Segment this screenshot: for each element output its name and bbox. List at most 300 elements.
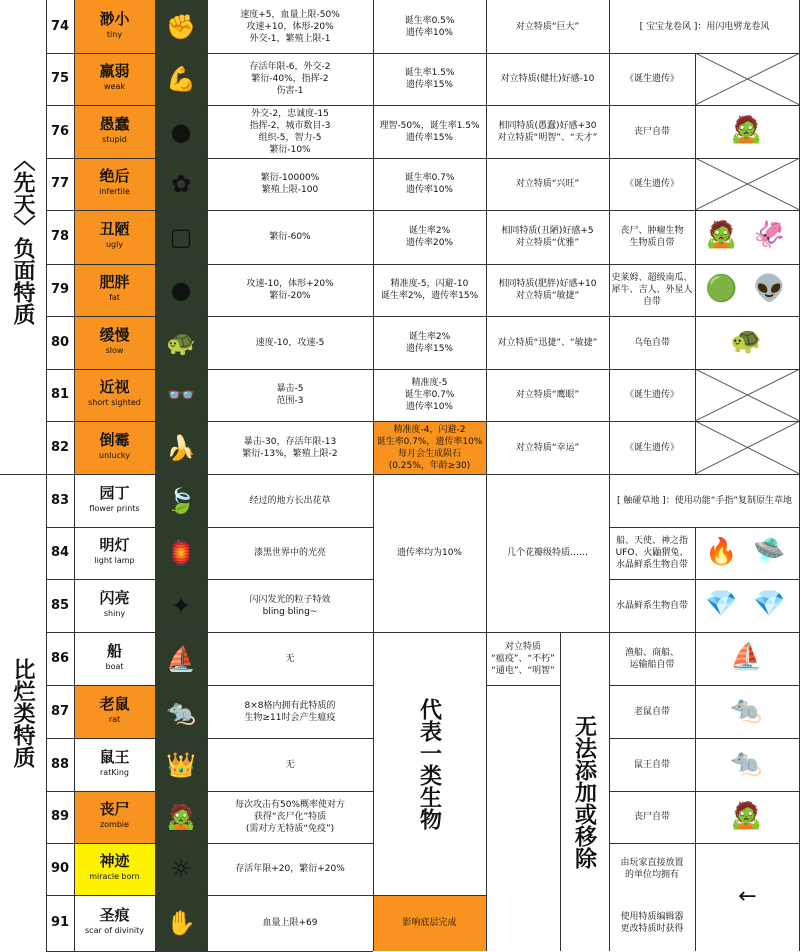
grid-line [373, 369, 800, 370]
grid-line [46, 105, 373, 106]
merged-opposite-text: 几个花瓣级特质…… [506, 548, 588, 558]
trait-source [609, 105, 695, 158]
trait-source-text: 丧尸自带 [633, 812, 670, 822]
trait-source [609, 579, 695, 632]
trait-source [609, 158, 695, 210]
trait-source-text: 水晶鲜系生物自带 [615, 600, 688, 611]
trait-opposite [486, 210, 609, 264]
trait-source-text: [ 宝宝龙卷风 ]：用闪电劈龙卷风 [639, 21, 770, 32]
trait-name-cell [74, 369, 155, 421]
merged-represent-text: 代表一类生物 [416, 697, 443, 830]
trait-number [46, 791, 74, 843]
fist-icon: ✊ [166, 12, 196, 41]
trait-effect-text: 外交-2，忠诚度-15 指挥-2，城市数目-3 组织-5，智力-5 繁衍-10% [249, 108, 331, 155]
grid-line [609, 579, 800, 580]
grid-line [46, 264, 373, 265]
trait-opposite [486, 316, 609, 369]
flower-icon [155, 158, 207, 210]
trait-name-cell [74, 791, 155, 843]
trait-number [46, 264, 74, 316]
trait-number [46, 53, 74, 105]
trait-number-text: 81 [50, 387, 70, 402]
trait-name: 闪亮 [99, 588, 130, 607]
slime-alien-sprite-icon: 👽 [753, 274, 786, 304]
trait-effect [207, 738, 373, 791]
trait-name-cell [74, 895, 155, 951]
trait-name: 老鼠 [99, 694, 130, 713]
trait-sprite [695, 632, 800, 685]
trait-effect [207, 791, 373, 843]
trait-number-text: 75 [50, 71, 70, 86]
trait-number [46, 527, 74, 579]
ratking-sprite-icon: 🐀 [730, 748, 763, 778]
grid-line [609, 738, 800, 739]
trait-number [46, 421, 74, 474]
trait-source [609, 210, 695, 264]
zombie-sprite-icon: 🧟 [730, 801, 763, 831]
trait-opposite [486, 0, 609, 53]
trait-number [46, 685, 74, 738]
trait-english-name: miracle born [89, 872, 140, 881]
trait-source-text: 丧尸、肿瘤生物 生物质自带 [620, 226, 684, 248]
trait-number-text: 74 [50, 18, 70, 34]
trait-source-text: 渔船、商船、 运输船自带 [624, 647, 679, 670]
trait-chance-text: 精准度-5，闪避-10 诞生率2%，遗传率15% [380, 279, 479, 301]
zombie-tumor-sprite-icon: 🧟 [705, 220, 738, 250]
trait-number [46, 738, 74, 791]
trait-source [609, 316, 695, 369]
trait-chance-text: 诞生率0.5% 遗传率10% [404, 15, 455, 38]
trait-chance [373, 264, 486, 316]
trait-source-text: 史莱姆、超级南瓜、 犀牛、吉人、外星人 自带 [611, 273, 693, 307]
trait-sprite [695, 421, 800, 474]
trait-name-cell [74, 579, 155, 632]
trait-name-cell [74, 264, 155, 316]
rat-sprite-icon: 🐀 [730, 695, 763, 725]
trait-name: 园丁 [99, 483, 130, 502]
grid-line [373, 105, 800, 106]
trait-effect-text: 每次攻击有50%概率使对方 获得“丧尸化”特质 (需对方无特质“免疫”) [234, 800, 345, 834]
trait-opposite [486, 264, 609, 316]
trait-english-name: boat [105, 661, 124, 671]
trait-source-text: 由玩家直接放置 的单位均拥有 [620, 858, 684, 880]
sparkle-icon: ✦ [170, 591, 192, 620]
trait-source-text: 丧尸自带 [633, 126, 670, 137]
trait-chance-text: 诞生率2% 遗传率20% [405, 226, 453, 248]
trait-english-name: ugly [105, 240, 124, 249]
grid-line [373, 895, 486, 896]
group-label-bad-text: 比烂类特质 [10, 657, 36, 768]
flower-icon: ✿ [170, 170, 192, 198]
turtle-icon: 🐢 [166, 328, 196, 357]
zombie-tumor-sprite-icon: 🦑 [753, 220, 786, 250]
fire-ufo-sprite-icon: 🛸 [753, 537, 786, 567]
merged-opposite [486, 474, 609, 632]
trait-effect-text: 繁衍-10000% 繁殖上限-100 [260, 173, 320, 195]
grid-line [207, 0, 208, 951]
grid-line [560, 632, 561, 951]
trait-source [609, 369, 695, 421]
trait-chance-text: 诞生率2% 遗传率15% [405, 331, 453, 354]
trait-name-cell [74, 632, 155, 685]
trait-chance [373, 316, 486, 369]
trait-name-cell [74, 527, 155, 579]
grid-line [46, 685, 373, 686]
trait-effect [207, 685, 373, 738]
trait-effect [207, 895, 373, 951]
trait-source-text: 乌龟自带 [633, 337, 670, 348]
trait-name-cell [74, 738, 155, 791]
grid-line [609, 685, 800, 686]
grid-line [373, 316, 800, 317]
trait-name-cell [74, 421, 155, 474]
fist-icon [155, 0, 207, 53]
trait-source-text: 《诞生遗传》 [624, 390, 679, 400]
trait-chance [373, 105, 486, 158]
merged-cannot-modify-text: 无法添加或移除 [571, 714, 598, 869]
trait-number-text: 77 [50, 176, 70, 191]
grid-line [46, 632, 373, 633]
boat-icon [155, 632, 207, 685]
rat-icon [155, 685, 207, 738]
grid-line [46, 474, 373, 475]
trait-opposite-text: 相同特质(丑陋)好感+5 对立特质“优雅” [501, 226, 594, 248]
trait-english-name: unlucky [99, 450, 130, 460]
arrow-left-icon: ← [738, 884, 757, 909]
trait-effect-text: 速度-10，攻速-5 [255, 337, 325, 348]
grid-line [609, 791, 800, 792]
trait-english-name: light lamp [94, 556, 135, 565]
trait-english-name: slow [105, 345, 124, 355]
trait-english-name: rat [108, 714, 121, 724]
trait-source [609, 527, 695, 579]
trait-chance-text: 精准度-5 诞生率0.7% 遗传率10% [404, 378, 455, 412]
trait-effect [207, 210, 373, 264]
trait-number-text: 91 [50, 915, 70, 930]
trait-source [609, 0, 800, 53]
grid-line [373, 53, 800, 54]
trait-english-name: stupid [102, 134, 127, 144]
trait-name: 鼠王 [99, 747, 130, 766]
slime-alien-sprite-icon: 🟢 [705, 274, 738, 304]
trait-english-name: scar of divinity [85, 926, 144, 935]
merged-chance [373, 474, 486, 632]
mirror-icon: ▢ [169, 223, 193, 251]
grid-line [373, 158, 800, 159]
group-label-innate-text: ︿先天﹀负面特质 [10, 149, 36, 325]
fire-ufo-sprite-icon: 🔥 [705, 537, 738, 567]
trait-source [609, 53, 695, 105]
glasses-icon [155, 369, 207, 421]
trait-effect-text: 无 [285, 653, 295, 664]
trait-number-text: 79 [50, 282, 70, 297]
hand-icon: ✋ [166, 909, 196, 937]
trait-effect [207, 527, 373, 579]
lamp-icon: 🏮 [166, 539, 196, 567]
trait-opposite-text: 对立特质(健壮)好感-10 [500, 74, 595, 84]
trait-sprite [695, 316, 800, 369]
grid-line [46, 53, 373, 54]
trait-number [46, 843, 74, 895]
lamp-icon [155, 527, 207, 579]
grid-line [46, 738, 373, 739]
grid-line [609, 632, 800, 633]
trait-chance-text: 诞生率1.5% 遗传率15% [404, 68, 455, 90]
merged-scar-chance-text: 影响底层完成 [402, 918, 457, 928]
trait-number-text: 90 [50, 861, 70, 876]
grid-line [609, 527, 800, 528]
trait-effect [207, 369, 373, 421]
blob-icon: ● [170, 276, 192, 304]
trait-effect-text: 无 [285, 759, 295, 770]
orb-icon [155, 105, 207, 158]
trait-source-text: 《诞生遗传》 [624, 179, 679, 189]
zombie-icon [155, 791, 207, 843]
trait-source [609, 421, 695, 474]
trait-name: 圣痕 [99, 906, 130, 924]
trait-name-cell [74, 105, 155, 158]
leaf-icon: 🍃 [166, 486, 196, 515]
trait-source [609, 738, 695, 791]
trait-source-text: [ 触碰草地 ]：使用功能“手指”复制原生草地 [616, 495, 793, 506]
trait-name: 倒霉 [99, 430, 130, 449]
arm-icon [155, 53, 207, 105]
trait-chance-text: 诞生率0.7% 遗传率10% [404, 173, 455, 195]
trait-english-name: fat [109, 293, 120, 302]
trait-name-cell [74, 843, 155, 895]
banana-icon: 🍌 [166, 433, 196, 462]
trait-name: 愚蠢 [99, 114, 130, 133]
trait-english-name: flower prints [89, 503, 140, 513]
grid-line [46, 158, 373, 159]
trait-opposite-text: 对立特质“兴旺” [515, 179, 580, 189]
trait-effect [207, 579, 373, 632]
trait-name: 神迹 [99, 852, 130, 870]
trait-number-text: 84 [50, 545, 70, 560]
grid-line [486, 0, 487, 951]
trait-number [46, 369, 74, 421]
trait-sprite [695, 264, 800, 316]
trait-source-text: 老鼠自带 [633, 706, 670, 717]
trait-name-cell [74, 685, 155, 738]
grid-line [46, 0, 47, 951]
trait-source-text: 鼠王自带 [633, 759, 670, 770]
trait-name: 丑陋 [99, 220, 130, 238]
banana-icon [155, 421, 207, 474]
boat-sprite-icon: ⛵ [730, 642, 763, 672]
grid-line [46, 210, 373, 211]
trait-opposite-text: 对立特质“迅捷”、“敏捷” [497, 337, 598, 348]
trait-opposite [486, 105, 609, 158]
trait-english-name: infertile [99, 187, 130, 196]
trait-name-cell [74, 210, 155, 264]
trait-number [46, 474, 74, 527]
halo-icon [155, 843, 207, 895]
grid-line [46, 369, 373, 370]
merged-represent [373, 632, 486, 895]
boat-icon: ⛵ [166, 644, 196, 673]
trait-number-text: 89 [50, 809, 70, 824]
trait-name: 丧尸 [99, 800, 130, 818]
crystal-sprite-icon: 💎 [705, 589, 738, 619]
trait-opposite-text: 相同特质(愚蠢)好感+30 对立特质“明智”、“天才” [497, 120, 598, 143]
glasses-icon: 👓 [166, 381, 196, 409]
trait-source [609, 632, 695, 685]
trait-sprite [695, 210, 800, 264]
trait-name-cell [74, 316, 155, 369]
trait-number [46, 895, 74, 951]
trait-name: 渺小 [99, 9, 130, 28]
trait-effect [207, 843, 373, 895]
trait-opposite-text: 对立特质“幸运” [515, 442, 580, 453]
trait-chance [373, 158, 486, 210]
trait-source-text: 使用特质编辑器 更改特质时获得 [620, 912, 684, 934]
grid-line [74, 0, 75, 951]
group-label-bad [0, 474, 46, 951]
merged-scar-chance [373, 895, 486, 951]
grid-line [46, 791, 373, 792]
trait-number [46, 210, 74, 264]
trait-english-name: ratKing [100, 767, 129, 777]
trait-effect-text: 暴击-5 范围-3 [276, 384, 304, 406]
trait-sprite [695, 527, 800, 579]
trait-chance-text: 理智-50%，诞生率1.5% 遗传率15% [379, 120, 480, 143]
trait-number-text: 87 [50, 703, 70, 719]
trait-chance [373, 210, 486, 264]
trait-number [46, 158, 74, 210]
trait-name: 绝后 [99, 167, 130, 185]
trait-name: 羸弱 [99, 62, 130, 80]
trait-sprite [695, 579, 800, 632]
trait-opposite-text: 对立特质“巨大” [515, 21, 580, 32]
trait-opposite [486, 421, 609, 474]
trait-chance [373, 421, 486, 474]
trait-source-text: 《诞生遗传》 [624, 74, 679, 84]
trait-sprite [695, 105, 800, 158]
trait-effect [207, 474, 373, 527]
trait-opposite-text: 相同特质(肥胖)好感+10 对立特质“敏捷” [498, 279, 597, 301]
trait-name-cell [74, 0, 155, 53]
trait-chance [373, 0, 486, 53]
grid-line [46, 579, 373, 580]
trait-effect [207, 316, 373, 369]
trait-effect [207, 632, 373, 685]
trait-sprite [695, 53, 800, 105]
trait-number-text: 82 [50, 439, 70, 455]
trait-effect-text: 漆黑世界中的光亮 [253, 548, 326, 558]
trait-chance-text: 精准度-4，闪避-2 诞生率0.7%，遗传率10% 每月会生成陨石 (0.25%，年龄≥30) [376, 424, 483, 471]
grid-line [46, 421, 373, 422]
trait-number [46, 0, 74, 53]
zombie-sprite-icon: 🧟 [730, 115, 763, 145]
trait-sprite [695, 369, 800, 421]
halo-icon: ☼ [170, 855, 192, 883]
grid-line [486, 685, 560, 686]
trait-source [609, 895, 695, 951]
grid-line [373, 210, 800, 211]
trait-english-name: weak [104, 82, 125, 91]
grid-line [609, 843, 800, 844]
grid-line [373, 264, 800, 265]
grid-line [46, 527, 373, 528]
trait-english-name: tiny [106, 29, 123, 39]
trait-opposite [486, 369, 609, 421]
trait-effect-text: 存活年限+20，繁衍+20% [235, 864, 345, 874]
merged-cannot-modify [560, 632, 609, 951]
zombie-icon: 🧟 [166, 803, 196, 831]
trait-source [609, 791, 695, 843]
trait-effect-text: 8×8格内拥有此特质的 生物≥11时会产生瘟疫 [244, 700, 336, 723]
trait-name-cell [74, 474, 155, 527]
trait-effect-text: 速度+5，血量上限-50% 攻速+10，体形-20% 外交-1，繁殖上限-1 [240, 9, 340, 44]
turtle-sprite-icon: 🐢 [730, 326, 763, 356]
trait-source [609, 685, 695, 738]
crystal-sprite-icon: 💎 [753, 589, 786, 619]
trait-chance [373, 369, 486, 421]
trait-english-name: zombie [99, 820, 130, 829]
arm-icon: 💪 [166, 65, 196, 93]
trait-effect [207, 53, 373, 105]
trait-source-text: 船、天使、神之指 UFO、火鼬猬兔、 水晶鲜系生物自带 [615, 536, 689, 570]
ratking-icon [155, 738, 207, 791]
trait-name: 肥胖 [99, 273, 130, 291]
grid-line [373, 474, 800, 475]
trait-effect-text: 闪闪发光的粒子特效 bling bling~ [249, 594, 331, 617]
trait-sprite [695, 791, 800, 843]
trait-number [46, 316, 74, 369]
trait-name: 船 [106, 641, 122, 660]
grid-line [0, 474, 46, 475]
trait-source [609, 264, 695, 316]
grid-line [695, 527, 696, 951]
trait-effect-text: 血量上限+69 [262, 918, 318, 928]
trait-number-text: 78 [50, 229, 70, 244]
trait-number-text: 85 [50, 597, 70, 613]
trait-effect [207, 421, 373, 474]
blob-icon [155, 264, 207, 316]
trait-number-text: 86 [50, 650, 70, 666]
merged-chance-text: 遗传率均为10% [396, 548, 462, 558]
trait-number [46, 632, 74, 685]
trait-source [609, 474, 800, 527]
trait-effect [207, 105, 373, 158]
orb-icon: ● [170, 117, 192, 146]
rat-icon: 🐀 [166, 697, 196, 726]
trait-opposite-text: 对立特质“鹰眼” [515, 390, 580, 400]
trait-number-text: 88 [50, 756, 70, 772]
trait-name-cell [74, 53, 155, 105]
trait-effect-text: 经过的地方长出花草 [249, 495, 331, 506]
grid-line [46, 843, 373, 844]
grid-line [46, 895, 373, 896]
trait-english-name: short sighted [88, 398, 141, 407]
trait-effect [207, 0, 373, 53]
trait-effect-text: 繁衍-60% [269, 232, 311, 242]
mirror-icon [155, 210, 207, 264]
trait-effect-text: 攻速-10，体形+20% 繁衍-20% [246, 279, 334, 301]
trait-opposite [486, 158, 609, 210]
grid-line [46, 316, 373, 317]
hand-icon [155, 895, 207, 951]
trait-name: 明灯 [99, 536, 130, 554]
trait-chance [373, 53, 486, 105]
grid-line [373, 0, 374, 951]
grid-line [609, 0, 610, 951]
trait-english-name: shiny [103, 608, 126, 618]
merged-rat-opposite [486, 632, 560, 685]
ratking-icon: 👑 [166, 750, 196, 779]
arrow-cell [695, 843, 800, 951]
